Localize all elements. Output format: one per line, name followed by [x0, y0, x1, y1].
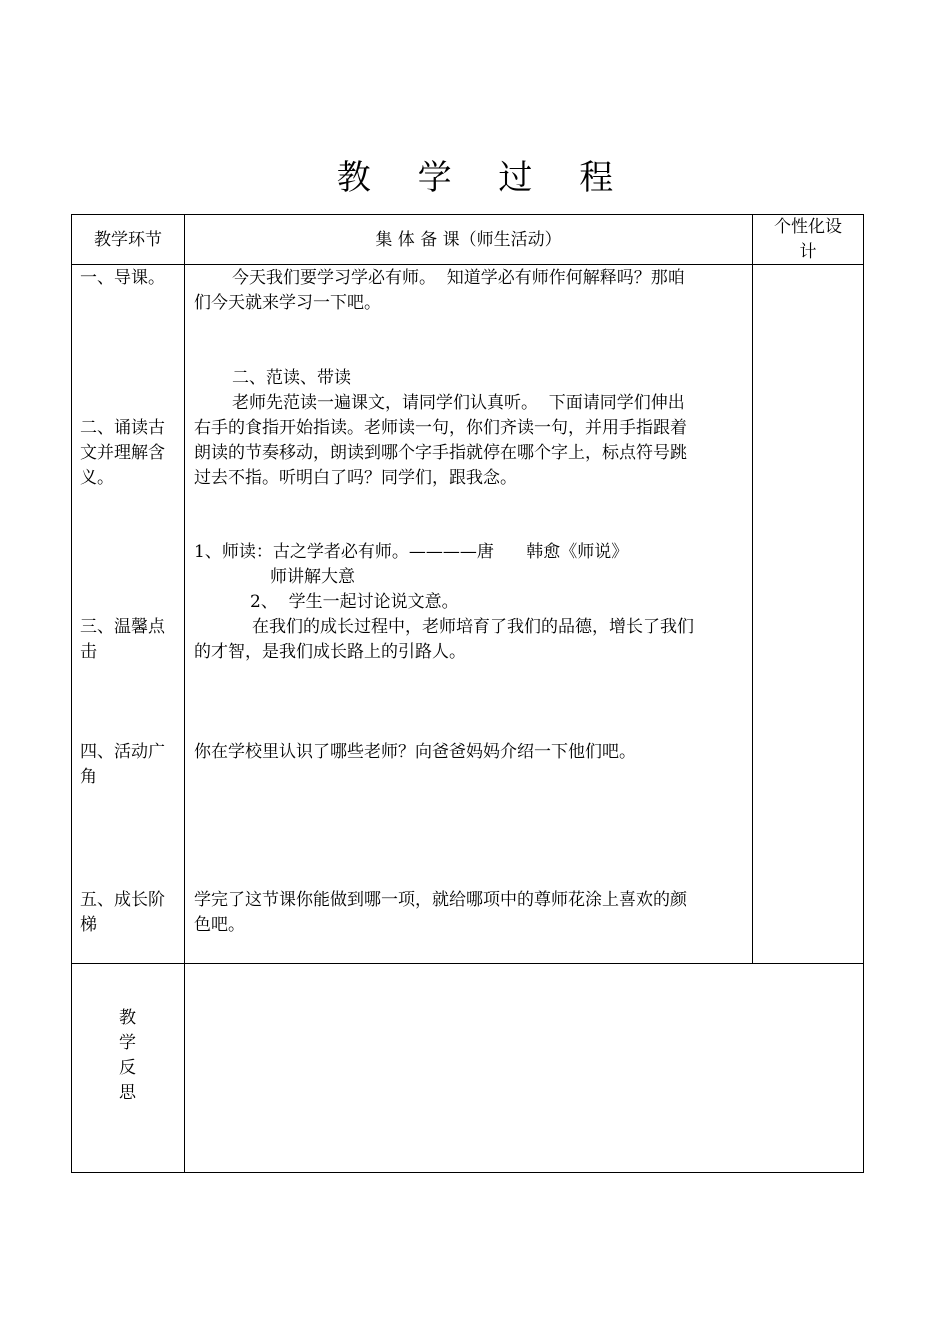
reflection-char-2: 学: [119, 1033, 136, 1053]
header-bottom-border: [71, 264, 864, 265]
section2-label-line1: 二、诵读古: [80, 418, 165, 438]
reflection-char-3: 反: [119, 1058, 136, 1078]
reflection-char-4: 思: [119, 1083, 136, 1103]
section4-label-line2: 角: [80, 767, 97, 787]
section3-label-line1: 三、温馨点: [80, 617, 165, 637]
section1-text-line1: 今天我们要学习学必有师。 知道学必有师作何解释吗？那咱: [232, 268, 685, 288]
section4-label-line1: 四、活动广: [80, 742, 165, 762]
section3-label-line2: 击: [80, 642, 97, 662]
header-col-personal-line1: 个性化设: [774, 217, 842, 237]
section5-label-line2: 梯: [80, 915, 97, 935]
header-col-personal-line2: 计: [799, 242, 817, 262]
header-col-activity: 集 体 备 课（师生活动）: [375, 230, 562, 250]
section4-text: 你在学校里认识了哪些老师？向爸爸妈妈介绍一下他们吧。: [194, 742, 636, 762]
section2-label-line3: 义。: [80, 468, 114, 488]
section3-text-line1: 在我们的成长过程中，老师培育了我们的品德，增长了我们: [252, 617, 694, 637]
reflection-char-1: 教: [119, 1008, 136, 1028]
column-divider-2: [752, 214, 753, 964]
column-divider-1: [184, 214, 185, 1173]
table-bottom-border: [71, 1172, 864, 1173]
body-bottom-border: [71, 963, 864, 964]
section2-item1: 1、师读：古之学者必有师。————唐 韩愈《师说》: [194, 542, 629, 562]
section3-text-line2: 的才智，是我们成长路上的引路人。: [194, 642, 466, 662]
section1-text-line2: 们今天就来学习一下吧。: [194, 293, 381, 313]
table-right-border: [863, 214, 864, 1173]
section1-label: 一、导课。: [80, 268, 165, 288]
section2-item2: 2、 学生一起讨论说文意。: [250, 592, 459, 612]
section5-text-line2: 色吧。: [194, 915, 245, 935]
table-left-border: [71, 214, 72, 1173]
section2-text-line1: 老师先范读一遍课文，请同学们认真听。 下面请同学们伸出: [232, 393, 685, 413]
table-top-border: [71, 214, 864, 215]
section2-text-line4: 过去不指。听明白了吗？同学们，跟我念。: [194, 468, 517, 488]
section5-label-line1: 五、成长阶: [80, 890, 165, 910]
page-title: 教 学 过 程: [336, 158, 632, 198]
section2-heading: 二、范读、带读: [232, 368, 351, 388]
section5-text-line1: 学完了这节课你能做到哪一项，就给哪项中的尊师花涂上喜欢的颜: [194, 890, 687, 910]
section2-text-line3: 朗读的节奏移动，朗读到哪个字手指就停在哪个字上，标点符号跳: [194, 443, 687, 463]
header-col-stage: 教学环节: [94, 230, 162, 250]
section2-text-line2: 右手的食指开始指读。老师读一句，你们齐读一句，并用手指跟着: [194, 418, 687, 438]
section2-item1-sub: 师讲解大意: [270, 567, 355, 587]
section2-label-line2: 文并理解含: [80, 443, 165, 463]
